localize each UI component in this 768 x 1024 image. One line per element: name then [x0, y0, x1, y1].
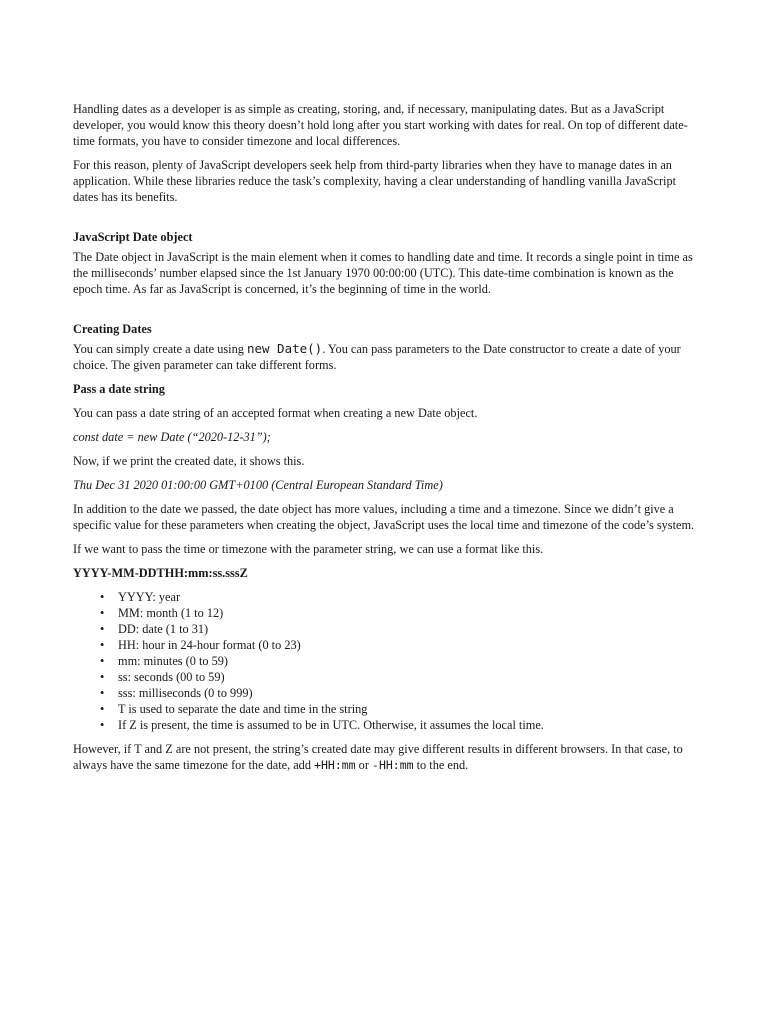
- inline-code-new-date: new Date(): [246, 341, 323, 356]
- pass-string-paragraph-2: Now, if we print the created date, it shows this.: [73, 454, 305, 468]
- heading-pass-date-string: Pass a date string: [73, 382, 165, 396]
- bullet-glyph: •: [100, 654, 105, 668]
- bullet-glyph: •: [100, 622, 105, 636]
- heading-date-object: JavaScript Date object: [73, 230, 193, 244]
- list-item: [73, 605, 701, 621]
- pass-string-paragraph-3: In addition to the date we passed, the date object has more values, including a time and a timezone. Since we didn’t give a specific value for these parameters when creating the object, JavaScript uses the local time and timezone of the code’s system.: [73, 502, 695, 532]
- list-item-text: MM: month (1 to 12): [118, 606, 224, 620]
- bullet-glyph: •: [100, 606, 105, 620]
- list-item-text: YYYY: year: [118, 590, 181, 604]
- list-item: [73, 669, 701, 685]
- bullet-glyph: •: [100, 686, 105, 700]
- date-format-string: YYYY-MM-DDTHH:mm:ss.sssZ: [73, 566, 248, 580]
- inline-code-plus-offset: +HH:mm: [314, 758, 356, 772]
- closing-text-after: to the end.: [413, 758, 469, 772]
- list-item-text: sss: milliseconds (0 to 999): [118, 686, 253, 700]
- list-item-text: mm: minutes (0 to 59): [118, 654, 228, 668]
- closing-text-before: However, if T and Z are not present, the string’s created date may give different results in different browsers. In that case, to always have the same timezone for the date, add: [73, 742, 683, 772]
- example-code-line: const date = new Date (“2020-12-31”);: [73, 430, 271, 444]
- list-item-text: DD: date (1 to 31): [118, 622, 209, 636]
- bullet-glyph: •: [100, 638, 105, 652]
- list-item: [73, 717, 701, 733]
- closing-paragraph: [73, 741, 701, 773]
- pass-string-paragraph-1: You can pass a date string of an accepted format when creating a new Date object.: [73, 406, 478, 420]
- bullet-glyph: •: [100, 702, 105, 716]
- list-item-text: HH: hour in 24-hour format (0 to 23): [118, 638, 301, 652]
- list-item: [73, 701, 701, 717]
- list-item-text: T is used to separate the date and time in the string: [118, 702, 368, 716]
- list-item: [73, 621, 701, 637]
- heading-creating-dates: Creating Dates: [73, 322, 152, 336]
- list-item: [73, 653, 701, 669]
- pass-string-paragraph-4: If we want to pass the time or timezone with the parameter string, we can use a format like this.: [73, 542, 544, 556]
- bullet-glyph: •: [100, 590, 105, 604]
- closing-text-mid: or: [355, 758, 373, 772]
- creating-text-before: You can simply create a date using: [73, 342, 247, 356]
- date-object-paragraph: The Date object in JavaScript is the main element when it comes to handling date and time. It records a single point in time as the milliseconds’ number elapsed since the 1st January 1970 00:00:00 (UTC). This date-time combination is known as the epoch time. As far as JavaScript is concerned, it’s the beginning of time in the world.: [73, 250, 693, 296]
- bullet-glyph: •: [100, 670, 105, 684]
- document-page: [73, 101, 701, 781]
- creating-dates-paragraph: [73, 341, 701, 373]
- example-output-line: Thu Dec 31 2020 01:00:00 GMT+0100 (Central European Standard Time): [73, 478, 443, 492]
- inline-code-minus-offset: -HH:mm: [372, 758, 414, 772]
- creating-text-after: . You can pass parameters to the Date constructor to create a date of your choice. The given parameter can take different forms.: [73, 342, 681, 372]
- list-item-text: If Z is present, the time is assumed to be in UTC. Otherwise, it assumes the local time.: [118, 718, 544, 732]
- bullet-glyph: •: [100, 718, 105, 732]
- list-item: [73, 589, 701, 605]
- intro-paragraph-1: Handling dates as a developer is as simple as creating, storing, and, if necessary, manipulating dates. But as a JavaScript developer, you would know this theory doesn’t hold long after you start working with dates for real. On top of different date-time formats, you have to consider timezone and local differences.: [73, 102, 688, 148]
- intro-paragraph-2: For this reason, plenty of JavaScript developers seek help from third-party libraries when they have to manage dates in an application. While these libraries reduce the task’s complexity, having a clear understanding of handling vanilla JavaScript dates has its benefits.: [73, 158, 677, 204]
- format-token-list: [73, 589, 701, 733]
- list-item: [73, 685, 701, 701]
- list-item-text: ss: seconds (00 to 59): [118, 670, 225, 684]
- list-item: [73, 637, 701, 653]
